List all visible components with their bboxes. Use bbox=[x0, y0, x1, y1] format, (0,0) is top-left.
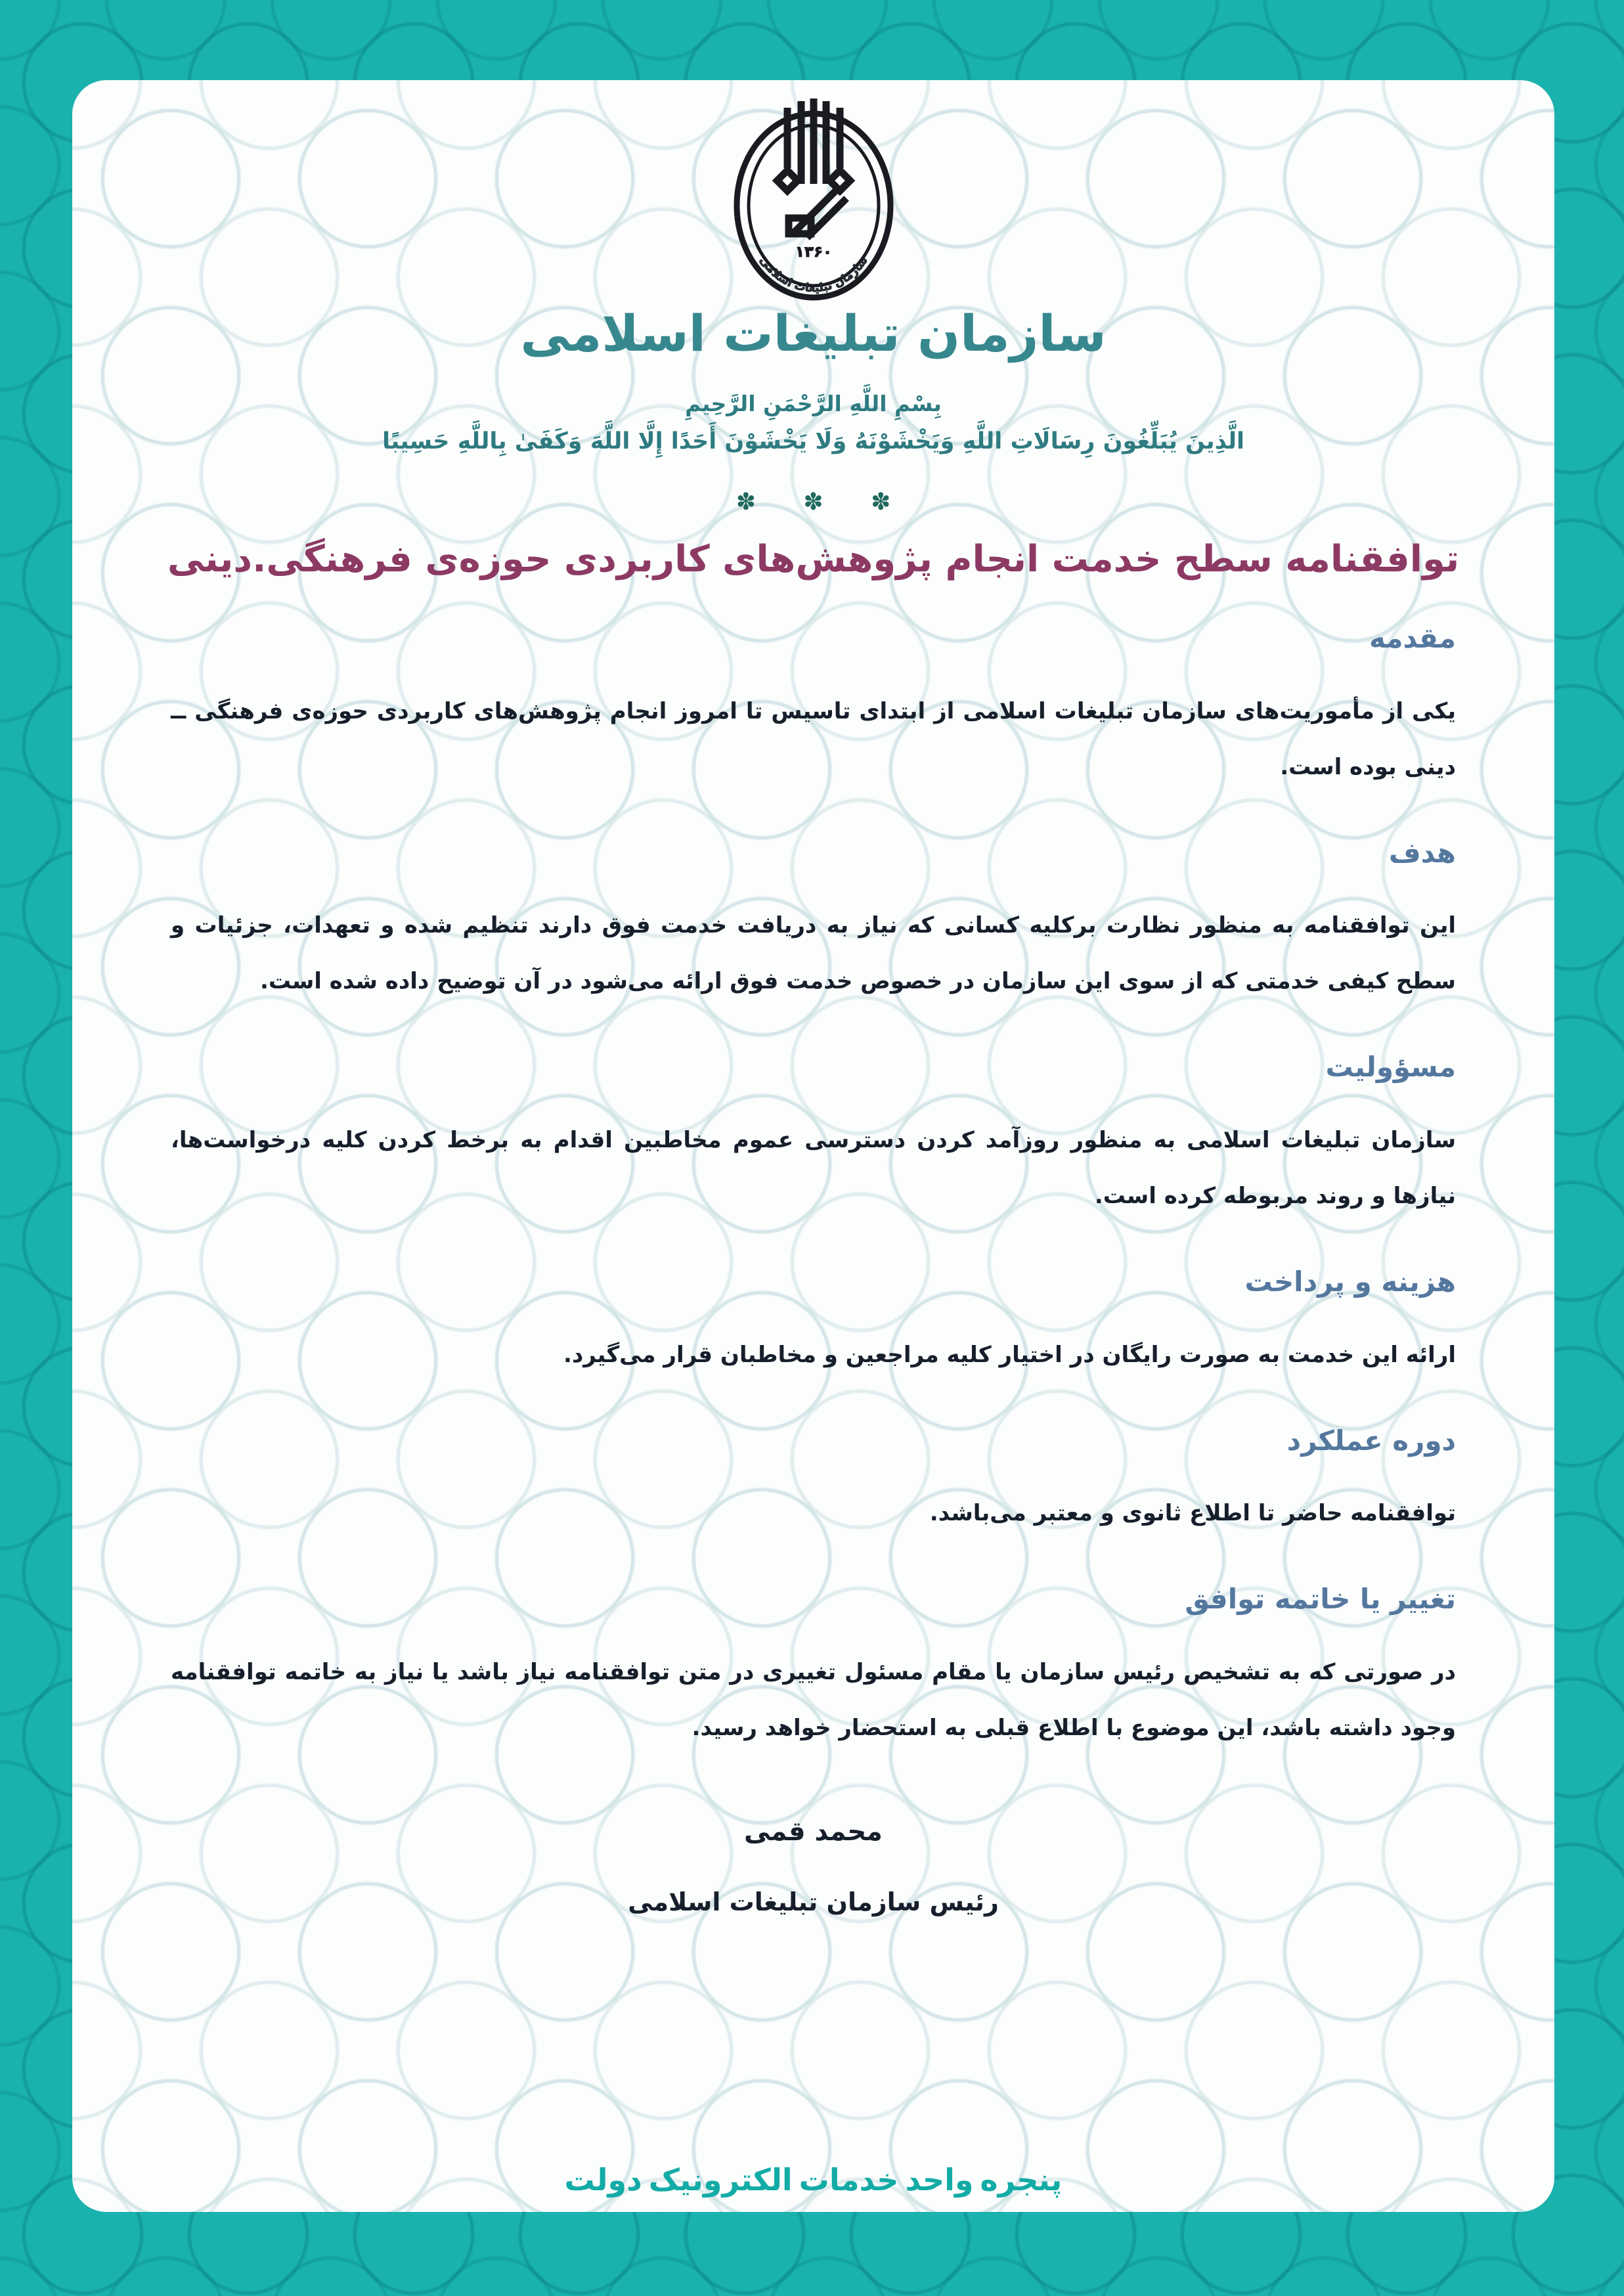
logo-year: ۱۳۶۰ bbox=[795, 244, 832, 261]
organization-calligraphy: سازمان تبلیغات اسلامی bbox=[520, 304, 1107, 363]
signatory-role: رئیس سازمان تبلیغات اسلامی bbox=[628, 1888, 999, 1917]
sections-container bbox=[72, 620, 1554, 1756]
section-heading: تغییر یا خاتمه توافق bbox=[1185, 1583, 1456, 1616]
section-body: یکی از مأموریت‌های سازمان تبلیغات اسلامی از ابتدای تاسیس تا امروز انجام پژوهش‌های کاربردی حوزه‌ی فرهنگی ــ دینی بوده است. bbox=[171, 697, 1456, 780]
section-body: این توافقنامه به منظور نظارت برکلیه کسانی که نیاز به دریافت خدمت فوق دارند تنظیم شده و تعهدات، جزئیات و سطح کیفی خدمتی که از سوی این سازمان در خصوص خدمت فوق ارائه می‌شود در آن توضیح داده شده است. bbox=[171, 912, 1456, 995]
section-change-termination bbox=[171, 1581, 1456, 1756]
flower-separator-icon: ✽ ✽ ✽ bbox=[735, 489, 911, 516]
page-title: توافقنامه سطح خدمت انجام پژوهش‌های کاربردی حوزه‌ی فرهنگی.دینی bbox=[167, 538, 1460, 581]
document-card bbox=[72, 80, 1554, 2212]
section-heading: هدف bbox=[1388, 836, 1456, 869]
logo-arc-text: سازمان تبلیغات اسلامی bbox=[756, 254, 871, 296]
section-body: سازمان تبلیغات اسلامی به منظور روزآمد کردن دسترسی عموم مخاطبین اقدام به برخط کردن کلیه درخواست‌ها، نیازها و روند مربوطه کرده است. bbox=[171, 1127, 1456, 1210]
section-body: توافقنامه حاضر تا اطلاع ثانوی و معتبر می‌باشد. bbox=[929, 1500, 1456, 1527]
logo-allah-kufic bbox=[777, 99, 850, 238]
section-heading: هزینه و پرداخت bbox=[1244, 1266, 1456, 1298]
footer-service-window-label: پنجره واحد خدمات الکترونیک دولت bbox=[564, 2162, 1063, 2197]
signatory-name: محمد قمی bbox=[744, 1817, 883, 1847]
section-cost-payment bbox=[171, 1264, 1456, 1383]
section-introduction bbox=[171, 620, 1456, 795]
section-responsibility bbox=[171, 1049, 1456, 1224]
section-goal bbox=[171, 835, 1456, 1010]
section-heading: مسؤولیت bbox=[1325, 1051, 1456, 1084]
section-heading: دوره عملکرد bbox=[1286, 1424, 1456, 1457]
bismillah-line: بِسْمِ اللَّهِ الرَّحْمَنِ الرَّحِيمِ bbox=[685, 391, 942, 416]
quran-verse: الَّذِينَ يُبَلِّغُونَ رِسَالَاتِ اللَّهِ وَيَخْشَوْنَهُ وَلَا يَخْشَوْنَ أَحَدًا إِلَّا اللَّهَ وَكَفَىٰ بِاللَّهِ حَسِيبًا bbox=[382, 428, 1245, 454]
logo-container bbox=[72, 97, 1554, 306]
section-heading: مقدمه bbox=[1369, 622, 1456, 654]
section-body: در صورتی که به تشخیص رئیس سازمان یا مقام مسئول تغییری در متن توافقنامه نیاز باشد یا نیاز به خاتمه توافقنامه وجود داشته باشد، این موضوع با اطلاع قبلی به استحضار خواهد رسید. bbox=[171, 1659, 1456, 1742]
section-body: ارائه این خدمت به صورت رایگان در اختیار کلیه مراجعین و مخاطبان قرار می‌گیرد. bbox=[563, 1341, 1456, 1368]
section-performance-period bbox=[171, 1423, 1456, 1542]
organization-emblem-icon bbox=[715, 97, 912, 306]
